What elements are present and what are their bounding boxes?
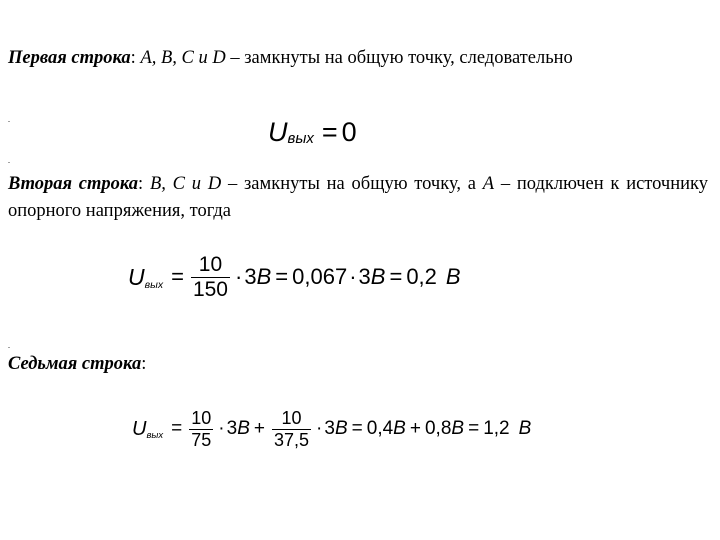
- voltage-symbol: U: [132, 417, 147, 440]
- multiply-dot: ·: [316, 418, 323, 439]
- equals-sign: =: [468, 418, 480, 439]
- variables-first-row: A, B, C и D: [140, 48, 226, 68]
- unit-volt: B: [445, 264, 461, 289]
- fraction: [189, 408, 213, 451]
- equals-sign: =: [171, 418, 183, 439]
- text-second-row-end: – подключен к источнику опорного напряжения, тогда: [8, 174, 709, 221]
- factor: 3: [324, 418, 335, 439]
- multiply-dot: ·: [218, 418, 225, 439]
- term-value: 0,8: [424, 418, 452, 439]
- paragraph-seventh-row: [8, 351, 708, 378]
- colon: :: [130, 48, 136, 68]
- heading-first-row: Первая строка: [8, 48, 131, 68]
- equals-sign: =: [389, 264, 403, 289]
- coefficient: 0,067: [292, 264, 348, 289]
- voltage-subscript: вых: [287, 129, 314, 147]
- bullet-marker: .: [8, 341, 10, 350]
- fraction: [191, 253, 230, 302]
- colon: :: [138, 174, 144, 194]
- multiply-dot: ·: [349, 264, 357, 289]
- text-first-row: – замкнуты на общую точку, следовательно: [225, 48, 573, 68]
- fraction: [272, 408, 311, 451]
- formula-first-row: [268, 114, 357, 150]
- equals-sign: =: [321, 116, 338, 147]
- formula-second-row: [128, 246, 461, 308]
- fraction-denominator: 37,5: [274, 429, 310, 450]
- fraction-denominator: 75: [191, 429, 212, 450]
- factor: 3: [226, 418, 238, 439]
- plus-sign: +: [253, 418, 265, 439]
- unit-volt: B: [256, 264, 272, 289]
- bullet-marker: .: [8, 115, 10, 124]
- value: 0: [341, 116, 357, 147]
- variable-a: A: [482, 174, 495, 194]
- fraction-numerator: 10: [281, 407, 302, 428]
- heading-second-row: Вторая строка: [8, 174, 139, 194]
- unit-volt: B: [370, 264, 386, 289]
- multiply-dot: ·: [235, 264, 243, 289]
- result-value: 1,2: [483, 418, 510, 439]
- equals-sign: =: [351, 418, 363, 439]
- equals-sign: =: [275, 264, 289, 289]
- text-second-row: – замкнуты на общую точку, а: [221, 174, 483, 194]
- term-value: 0,4: [366, 418, 394, 439]
- unit-volt: B: [518, 418, 532, 439]
- factor: 3: [244, 264, 257, 289]
- plus-sign: +: [409, 418, 421, 439]
- voltage-symbol: U: [128, 263, 145, 290]
- formula-seventh-row: [132, 404, 531, 454]
- fraction-numerator: 10: [191, 407, 212, 428]
- factor: 3: [358, 264, 371, 289]
- voltage-subscript: вых: [146, 429, 164, 441]
- unit-volt: B: [451, 418, 465, 439]
- equals-sign: =: [171, 264, 184, 289]
- paragraph-second-row: [8, 171, 708, 225]
- unit-volt: B: [237, 418, 250, 439]
- unit-volt: B: [393, 418, 406, 439]
- unit-volt: B: [334, 418, 348, 439]
- bullet-marker: .: [8, 156, 10, 165]
- fraction-numerator: 10: [198, 252, 223, 276]
- variables-second-row: B, C и D: [149, 174, 222, 194]
- heading-seventh-row: Седьмая строка: [8, 354, 142, 374]
- colon: :: [141, 354, 147, 374]
- fraction-denominator: 150: [192, 277, 228, 301]
- result-value: 0,2: [406, 264, 437, 289]
- paragraph-first-row: [8, 45, 708, 72]
- voltage-symbol: U: [268, 116, 288, 147]
- voltage-subscript: вых: [144, 278, 164, 291]
